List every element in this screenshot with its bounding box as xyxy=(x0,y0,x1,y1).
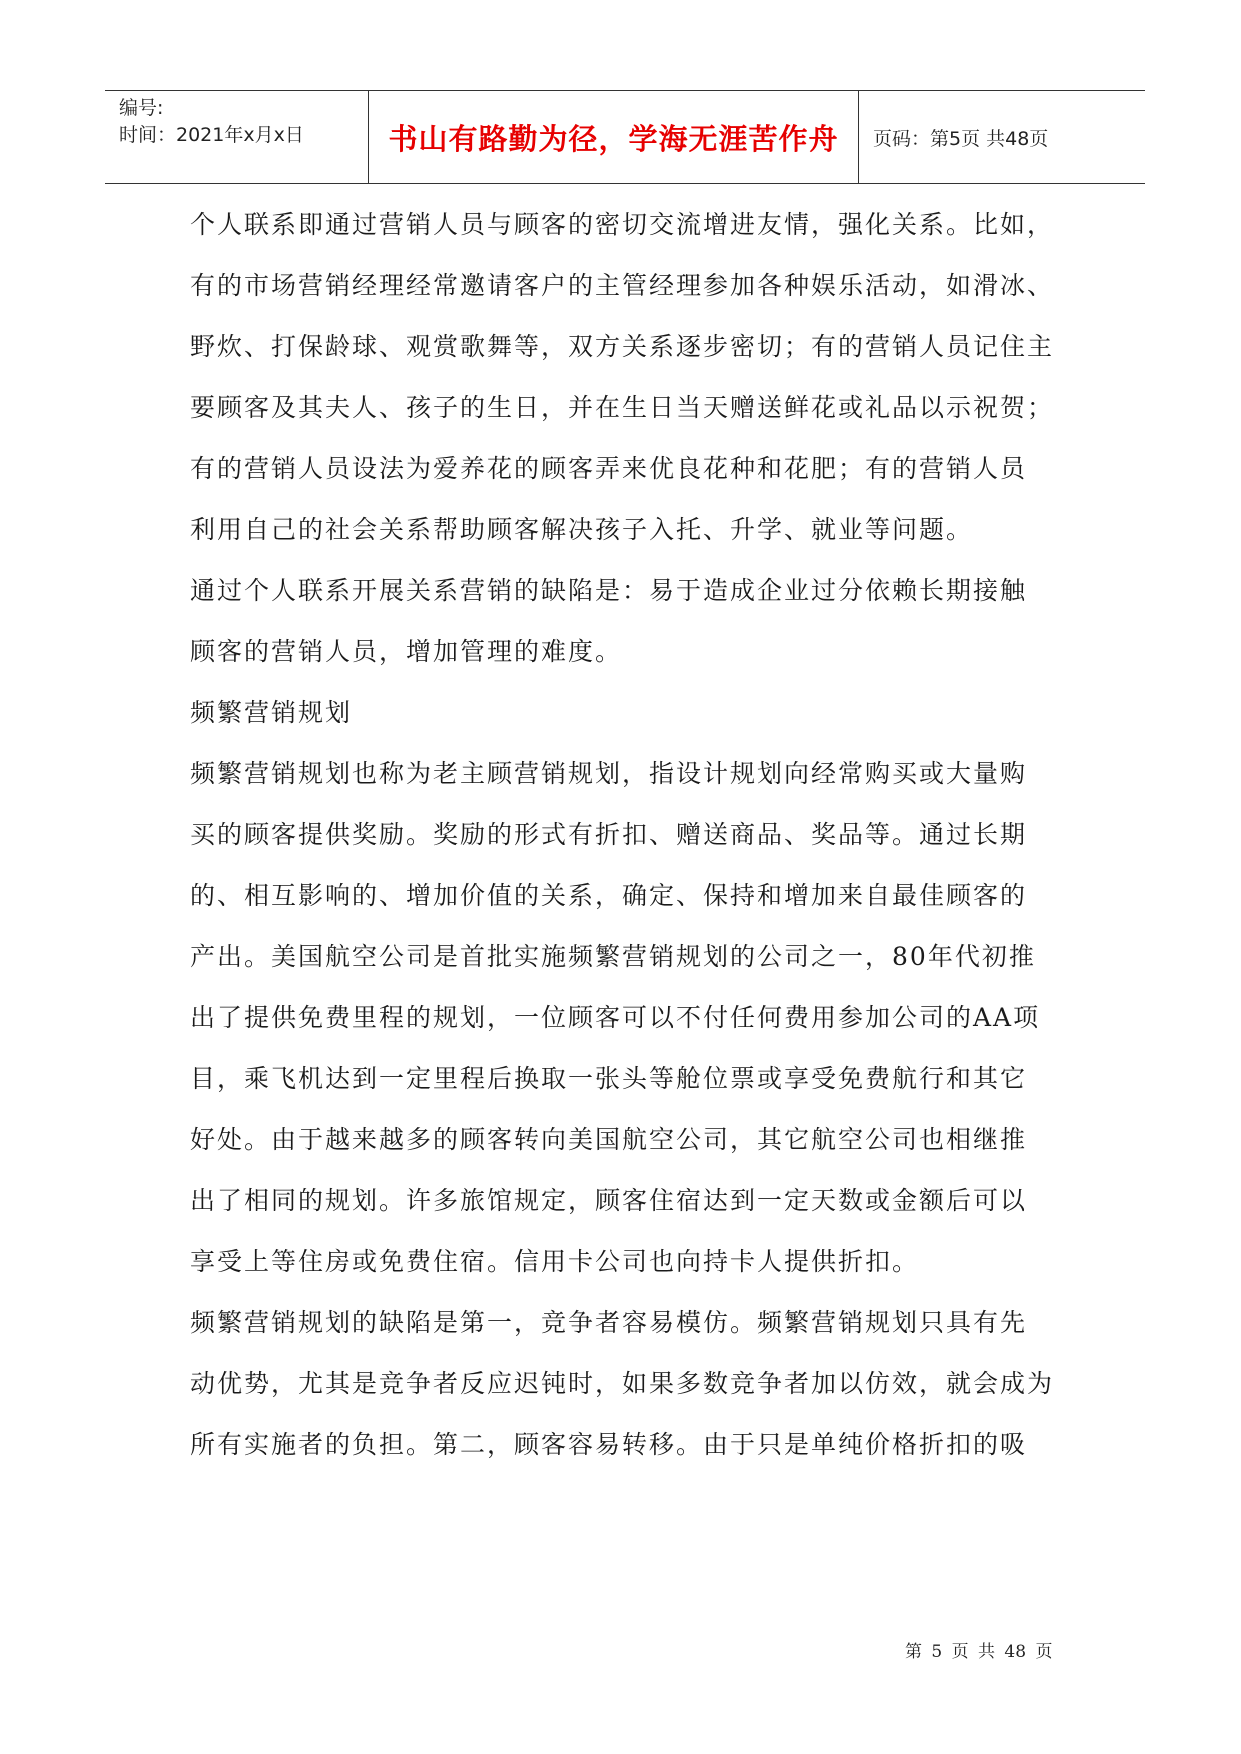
body-line: 好处。由于越来越多的顾客转向美国航空公司，其它航空公司也相继推 xyxy=(190,1125,1028,1154)
header-motto: 书山有路勤为径，学海无涯苦作舟 xyxy=(369,91,859,183)
section-heading: 频繁营销规划 xyxy=(190,698,353,727)
body-line: 通过个人联系开展关系营销的缺陷是：易于造成企业过分依赖长期接触 xyxy=(190,576,1028,605)
body-line: 目，乘飞机达到一定里程后换取一张头等舱位票或享受免费航行和其它 xyxy=(190,1064,1028,1093)
body-line: 买的顾客提供奖励。奖励的形式有折扣、赠送商品、奖品等。通过长期 xyxy=(190,820,1028,849)
body-line: 动优势，尤其是竞争者反应迟钝时，如果多数竞争者加以仿效，就会成为 xyxy=(190,1369,1055,1398)
body-line: 利用自己的社会关系帮助顾客解决孩子入托、升学、就业等问题。 xyxy=(190,515,974,544)
body-line: 顾客的营销人员，增加管理的难度。 xyxy=(190,637,623,666)
body-line: 个人联系即通过营销人员与顾客的密切交流增进友情，强化关系。比如， xyxy=(190,210,1055,239)
body-line: 出了相同的规划。许多旅馆规定，顾客住宿达到一定天数或金额后可以 xyxy=(190,1186,1028,1215)
body-line: 产出。美国航空公司是首批实施频繁营销规划的公司之一，80年代初推 xyxy=(190,942,1036,971)
body-line: 有的市场营销经理经常邀请客户的主管经理参加各种娱乐活动，如滑冰、 xyxy=(190,271,1055,300)
body-line: 出了提供免费里程的规划，一位顾客可以不付任何费用参加公司的AA项 xyxy=(190,1003,1041,1032)
body-line: 的、相互影响的、增加价值的关系，确定、保持和增加来自最佳顾客的 xyxy=(190,881,1028,910)
body-line: 野炊、打保龄球、观赏歌舞等，双方关系逐步密切；有的营销人员记住主 xyxy=(190,332,1055,361)
body-line: 频繁营销规划的缺陷是第一，竞争者容易模仿。频繁营销规划只具有先 xyxy=(190,1308,1028,1337)
body-line: 要顾客及其夫人、孩子的生日，并在生日当天赠送鲜花或礼品以示祝贺； xyxy=(190,393,1055,422)
body-line: 所有实施者的负担。第二，顾客容易转移。由于只是单纯价格折扣的吸 xyxy=(190,1430,1028,1459)
body-line: 频繁营销规划也称为老主顾营销规划，指设计规划向经常购买或大量购 xyxy=(190,759,1028,788)
page-header xyxy=(105,90,1145,184)
header-meta xyxy=(105,91,369,183)
body-line: 有的营销人员设法为爱养花的顾客弄来优良花种和花肥；有的营销人员 xyxy=(190,454,1028,483)
header-page-code: 页码：第5页 共48页 xyxy=(873,127,1049,150)
document-time-label: 时间：2021年x月x日 xyxy=(119,124,304,146)
document-number-label: 编号: xyxy=(119,97,164,119)
document-body xyxy=(190,194,1090,1475)
page-footer: 第 5 页 共 48 页 xyxy=(905,1642,1053,1662)
body-line: 享受上等住房或免费住宿。信用卡公司也向持卡人提供折扣。 xyxy=(190,1247,920,1276)
